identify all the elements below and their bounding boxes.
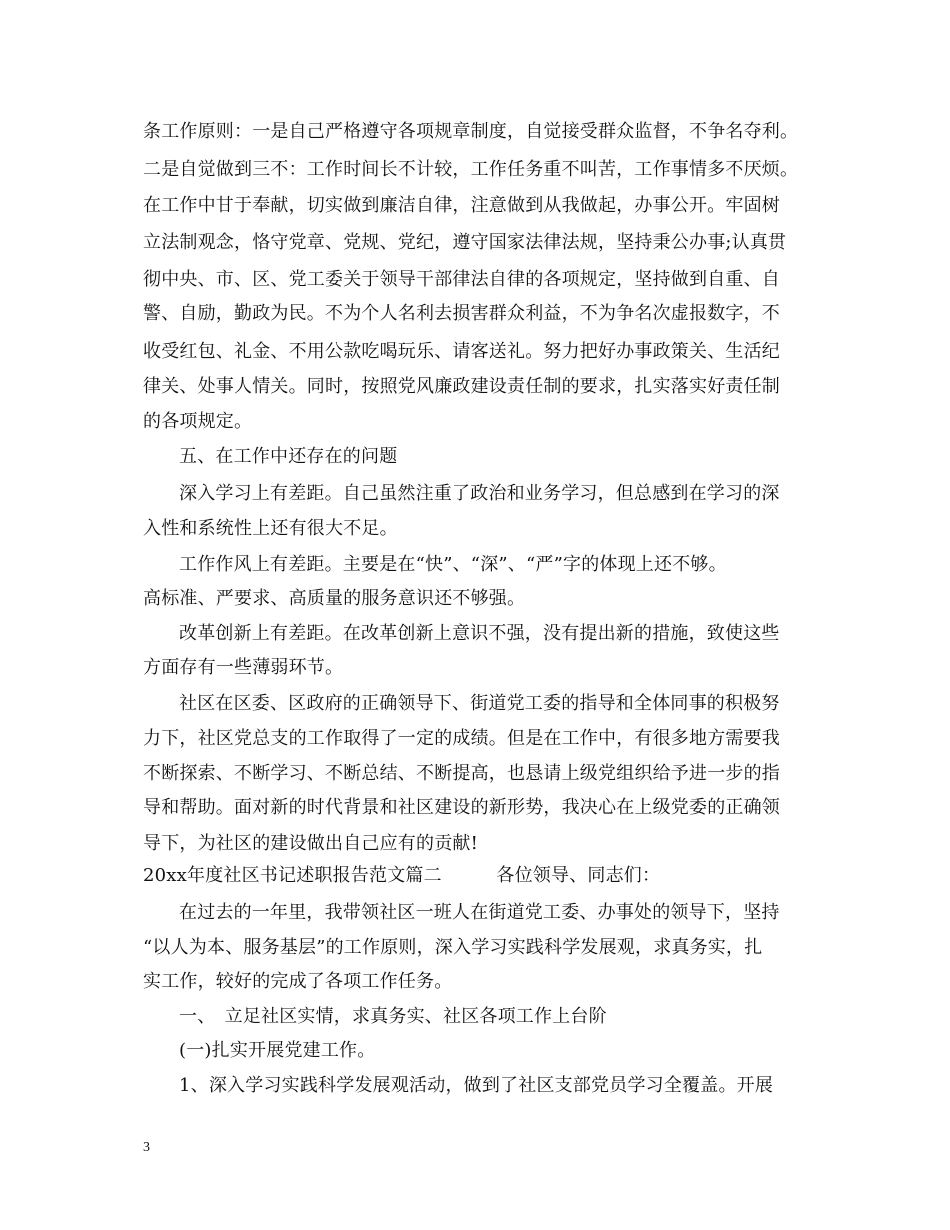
text-line: 改革创新上有差距。在改革创新上意识不强，没有提出新的措施，致使这些: [179, 623, 780, 644]
text-line: 立法制观念，恪守党章、党规、党纪，遵守国家法律法规，坚持秉公办事;认真贯: [143, 232, 787, 253]
text-line: 导下，为社区的建设做出自己应有的贡献!: [143, 833, 479, 854]
text-line: 方面存有一些薄弱环节。: [143, 657, 344, 678]
text-line: 条工作原则：一是自己严格遵守各项规章制度，自觉接受群众监督，不争名夺利。: [143, 121, 799, 142]
section-heading: 一、 立足社区实情，求真务实、社区各项工作上台阶: [179, 1006, 607, 1027]
text-line: 不断探索、不断学习、不断总结、不断提高，也恳请上级党组织给予进一步的指: [143, 763, 780, 784]
text-line: 实工作，较好的完成了各项工作任务。: [143, 971, 453, 992]
section-heading: 五、在工作中还存在的问题: [179, 446, 398, 467]
text-line: 收受红包、礼金、不用公款吃喝玩乐、请客送礼。努力把好办事政策关、生活纪: [143, 341, 780, 362]
text-line: 力下，社区党总支的工作取得了一定的成绩。但是在工作中，有很多地方需要我: [143, 728, 780, 749]
text-line: 在工作中甘于奉献，切实做到廉洁自律，注意做到从我做起，办事公开。牢固树: [143, 195, 780, 216]
text-line: 的各项规定。: [143, 411, 253, 432]
section-title: 20xx年度社区书记述职报告范文篇二 各位领导、同志们：: [143, 865, 661, 886]
text-line: 警、自励，勤政为民。不为个人名利去损害群众利益，不为争名次虚报数字，不: [143, 303, 780, 324]
text-line: 入性和系统性上还有很大不足。: [143, 518, 398, 539]
text-line: 工作作风上有差距。主要是在“快”、“深”、“严”字的体现上还不够。: [179, 554, 727, 575]
text-line: 深入学习上有差距。自己虽然注重了政治和业务学习，但总感到在学习的深: [179, 483, 780, 504]
text-line: 导和帮助。面对新的时代背景和社区建设的新形势，我决心在上级党委的正确领: [143, 797, 780, 818]
text-line: 高标准、严要求、高质量的服务意识还不够强。: [143, 588, 526, 609]
page-number: 3: [143, 1140, 150, 1155]
text-line: 彻中央、市、区、党工委关于领导干部律法自律的各项规定，坚持做到自重、自: [143, 269, 780, 290]
text-line: “以人为本、服务基层”的工作原则，深入学习实践科学发展观，求真务实，扎: [143, 937, 763, 958]
text-line: 律关、处事人情关。同时，按照党风廉政建设责任制的要求，扎实落实好责任制: [143, 376, 780, 397]
text-line: 在过去的一年里，我带领社区一班人在街道党工委、办事处的领导下，坚持: [179, 902, 780, 923]
text-line: 1、深入学习实践科学发展观活动，做到了社区支部党员学习全覆盖。开展: [179, 1075, 774, 1096]
text-line: 二是自觉做到三不：工作时间长不计较，工作任务重不叫苦，工作事情多不厌烦。: [143, 159, 799, 180]
subsection-heading: (一)扎实开展党建工作。: [179, 1040, 376, 1061]
text-line: 社区在区委、区政府的正确领导下、街道党工委的指导和全体同事的积极努: [179, 693, 780, 714]
